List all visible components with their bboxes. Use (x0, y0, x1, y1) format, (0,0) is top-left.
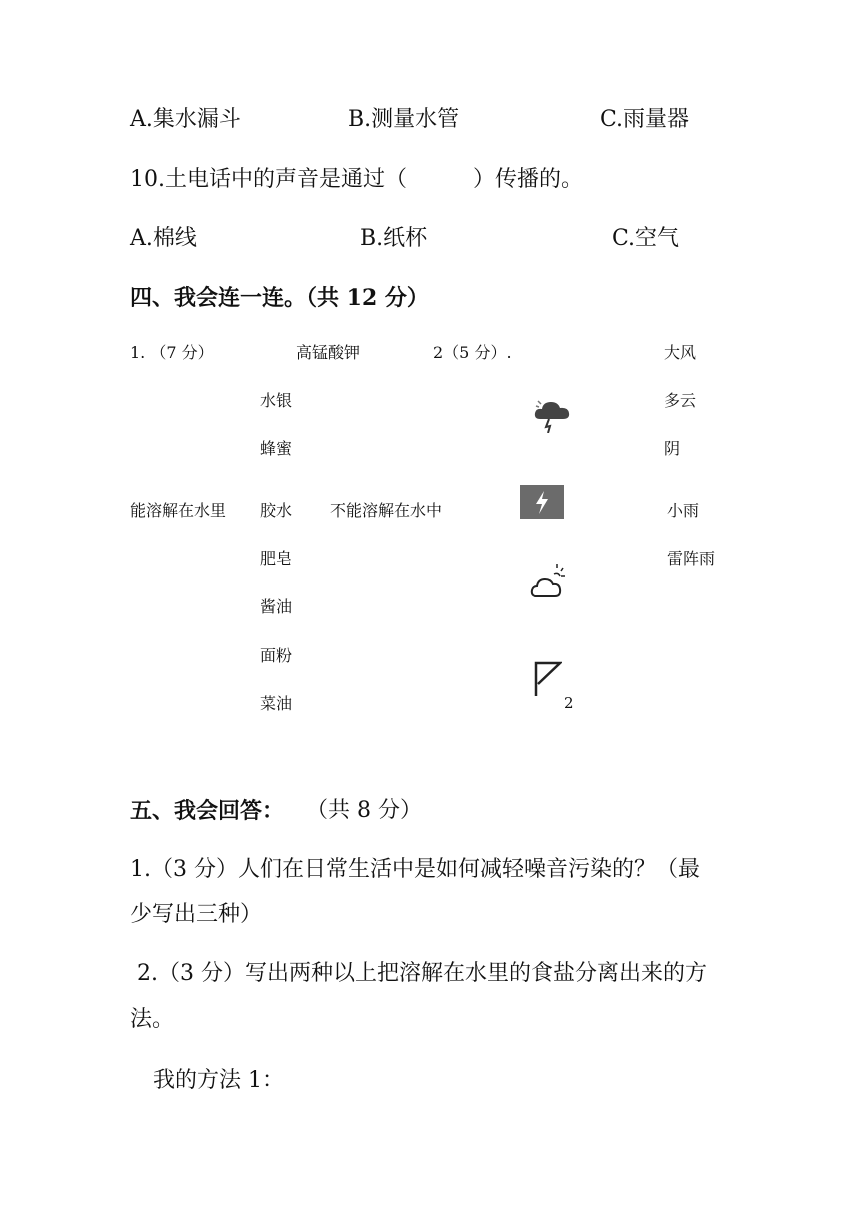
partly-cloudy-icon (530, 560, 568, 600)
part1-right-category: 不能溶解在水中 (330, 501, 443, 520)
method1-label: 我的方法 1： (153, 1068, 284, 1093)
q2-line1: 2.（3 分）写出两种以上把溶解在水里的食盐分离出来的方 (130, 961, 707, 986)
weather-name: 雷阵雨 (667, 549, 716, 568)
weather-name: 大风 (664, 343, 697, 362)
section5-points: （共 8 分） (306, 798, 422, 823)
part1-left-category: 能溶解在水里 (130, 501, 227, 520)
part1-label: 1. （7 分） (130, 343, 214, 362)
part1-item: 肥皂 (260, 549, 293, 568)
weather-name: 阴 (664, 439, 681, 458)
q9-option-b: B.测量水管 (348, 107, 460, 132)
section4-heading: 四、我会连一连。（共 12 分） (130, 285, 429, 311)
weather-name: 小雨 (667, 501, 700, 520)
part1-item: 蜂蜜 (260, 439, 293, 458)
q1-line2: 少写出三种） (130, 902, 263, 927)
q1-line1: 1.（3 分）人们在日常生活中是如何减轻噪音污染的？（最 (130, 857, 700, 882)
q10-option-a: A.棉线 (130, 226, 197, 251)
weather-name: 多云 (664, 391, 697, 410)
q10-option-c: C.空气 (612, 226, 680, 251)
q10-option-b: B.纸杯 (360, 226, 428, 251)
section5-heading: 五、我会回答： (130, 798, 285, 824)
part2-label: 2（5 分）. (433, 343, 512, 362)
thunder-cloud-icon (530, 395, 574, 433)
part1-item: 酱油 (260, 597, 293, 616)
part1-top-item: 高锰酸钾 (296, 343, 361, 362)
part1-item: 胶水 (260, 501, 293, 520)
part1-item: 水银 (260, 391, 293, 410)
wind-flag-icon (532, 660, 562, 698)
part1-item: 菜油 (260, 694, 293, 713)
lightning-icon (520, 485, 564, 519)
wind-level-label: 2 (564, 694, 574, 712)
q10-question: 10.土电话中的声音是通过（ ）传播的。 (130, 167, 583, 192)
q9-option-a: A.集水漏斗 (130, 107, 241, 132)
part1-item: 面粉 (260, 646, 293, 665)
q2-line2: 法。 (130, 1007, 175, 1032)
q9-option-c: C.雨量器 (600, 107, 690, 132)
